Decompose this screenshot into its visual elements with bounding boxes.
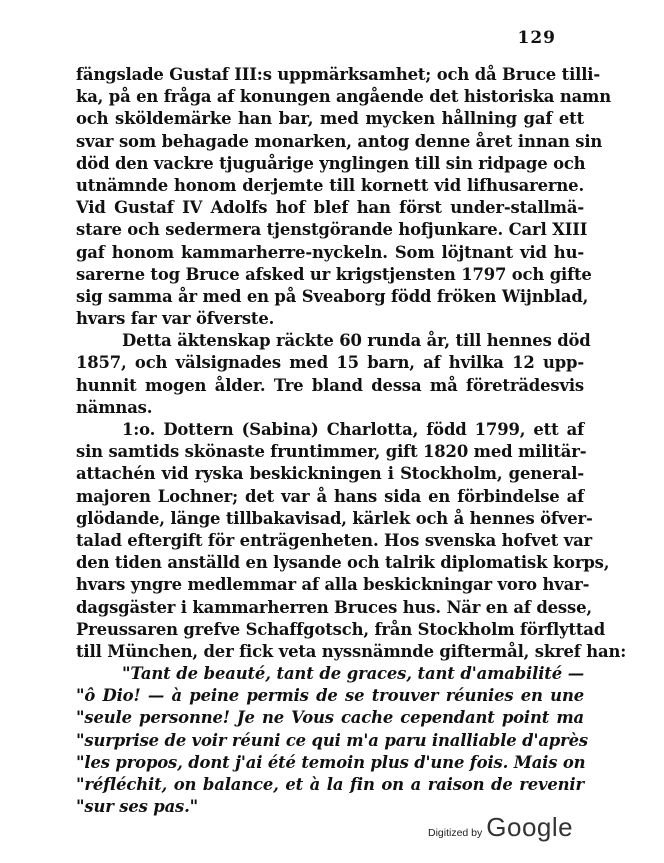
google-logo: Google (486, 812, 574, 842)
text-line: svar som behagade monarken, antog denne året innan sin (76, 131, 603, 151)
text-line: hunnit mogen ålder. Tre bland dessa må företrädesvis (76, 375, 584, 395)
quote-line: "les propos, dont j'ai été temoin plus d'une fois. Mais on (76, 752, 586, 772)
text-line: fängslade Gustaf III:s uppmärksamhet; och då Bruce tilli- (76, 65, 601, 84)
quote-line: "ô Dio! — à peine permis de se trouver réunies en une (76, 686, 584, 706)
quote-line: "seule personne! Je ne Vous cache cependant point ma (76, 708, 584, 728)
text-line: glödande, länge tillbakavisad, kärlek och å hennes öfver- (76, 508, 593, 528)
text-line: attachén vid ryska beskickningen i Stockholm, general- (76, 464, 584, 484)
text-line: till München, der fick veta nyssnämnde giftermål, skref han: (76, 641, 627, 661)
text-line: ka, på en fråga af konungen angående det historiska namn (76, 87, 612, 107)
text-line: Preussaren grefve Schaffgotsch, från Stockholm förflyttad (76, 619, 606, 639)
quote-line: "réfléchit, on balance, et à la fin on a raison de revenir (76, 775, 584, 794)
text-line: sin samtids skönaste fruntimmer, gift 1820 med militär- (76, 442, 587, 462)
text-line: utnämnde honom derjemte till kornett vid lifhusarerne. (76, 175, 584, 195)
page-number: 129 (517, 28, 556, 48)
text-line: hvars yngre medlemmar af alla beskickningar voro hvar- (76, 575, 590, 595)
text-line: majoren Lochner; det var å hans sida en förbindelse af (76, 486, 584, 506)
text-line: dagsgäster i kammarherren Bruces hus. När en af desse, (76, 597, 592, 617)
digitized-footer (428, 812, 573, 843)
text-line: sarerne tog Bruce afsked ur krigstjensten 1797 och gifte (76, 264, 592, 284)
text-line: den tiden anställd en lysande och talrik diplomatisk korps, (76, 553, 610, 573)
text-line: 1857, och välsignades med 15 barn, af hvilka 12 upp- (76, 353, 584, 373)
text-line: stare och sedermera tjenstgörande hofjunkare. Carl XIII (76, 220, 588, 240)
text-line: nämnas. (76, 397, 153, 417)
quote-line: "Tant de beauté, tant de graces, tant d'amabilité — (122, 664, 584, 684)
body-text (76, 64, 627, 818)
text-line: Vid Gustaf IV Adolfs hof blef han först under-stallmä- (76, 198, 584, 218)
text-line: och sköldemärke han bar, med mycken hållning gaf ett (76, 109, 584, 129)
text-line: talad eftergift för enträgenheten. Hos svenska hofvet var (76, 530, 593, 550)
text-line: sig samma år med en på Sveaborg född fröken Wijnblad, (76, 286, 589, 306)
text-line: gaf honom kammarherre-nyckeln. Som löjtnant vid hu- (76, 242, 584, 262)
quote-line: "sur ses pas." (76, 797, 199, 817)
text-line: 1:o. Dottern (Sabina) Charlotta, född 1799, ett af (122, 420, 584, 439)
text-line: hvars far var öfverste. (76, 309, 275, 329)
digitized-by-label: Digitized by (428, 827, 483, 839)
text-line: Detta äktenskap räckte 60 runda år, till hennes död (122, 331, 591, 351)
quote-line: "surprise de voir réuni ce qui m'a paru inalliable d'après (76, 730, 588, 750)
text-line: död den vackre tjuguårige ynglingen till sin ridpage och (76, 153, 586, 173)
